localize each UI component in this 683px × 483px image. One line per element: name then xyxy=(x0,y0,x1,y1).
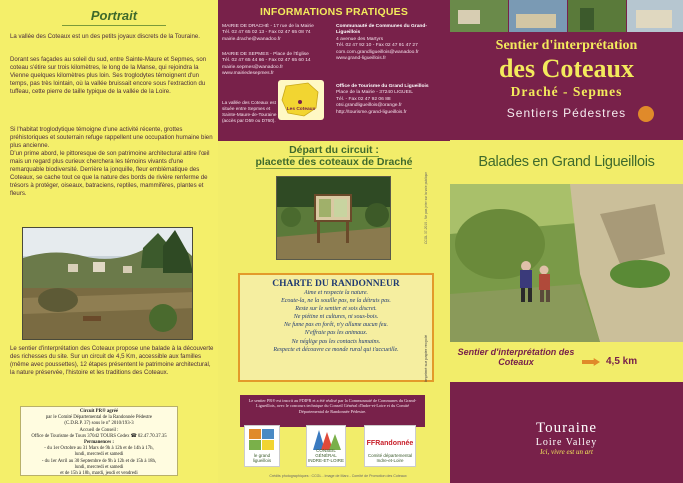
circuit-line: Accueil de Conseil : xyxy=(79,427,119,433)
cover-title-line3: Draché - Sepmes xyxy=(510,84,623,99)
charte-line: Ne fume pas en forêt, n'y allume aucun feu. xyxy=(284,322,388,329)
ffr-logo-sub: Comité départemental Indre-et-Loire xyxy=(367,453,413,463)
cover-subtitle: Sentiers Pédestres xyxy=(506,106,627,120)
ccgl-logo xyxy=(244,425,280,467)
valley-photo-image xyxy=(23,228,193,340)
paragraph-sentier: Le sentier d'interprétation des Coteaux propose une balade à la découverte des richesses du site. Sur un circuit de 4,5 Km, accessible aux familles (même avec poussettes), 12 étapes présentent le patrimoine architectural, la nature préservée, l'histoire et les traditions des Coteaux. xyxy=(10,345,214,376)
ccgl-line: 4 avenue des Martyrs xyxy=(336,36,384,42)
circuit-line: - du 1er Avril au 30 Septembre de 9h à 12h et de 15h à 18h, xyxy=(41,458,157,464)
touraine-name: Touraine xyxy=(535,420,598,436)
charte-line: Ne néglige pas les contacts humains. xyxy=(291,338,381,345)
signboard-photo-image xyxy=(277,177,391,260)
loire-valley-name: Loire Valley xyxy=(535,437,598,448)
charte-line: Respecte et découvre ce monde rural qui t'accueille. xyxy=(273,346,399,353)
charte-line: Aime et respecte la nature. xyxy=(303,290,369,296)
legal-side-note: CCGL 37-2010 - Ne pas jeter sur la voie publique xyxy=(424,171,428,244)
ccgl-email-link[interactable]: com.com.grandligueillois@wanadoo.fr xyxy=(336,49,419,55)
circuit-line: par le Comité Départemental de la Randonnée Pédestre xyxy=(45,415,153,421)
circuit-info-box xyxy=(20,406,178,476)
ccgl-logo-icon xyxy=(245,426,279,454)
charte-line: Reste sur le sentier et sois discret. xyxy=(295,306,377,313)
map-label: Les Coteaux xyxy=(286,107,316,112)
circuit-line: (C.D.R.P. 37) sous le n° 2010/193-3 xyxy=(64,421,134,427)
map-shape-icon xyxy=(278,80,324,120)
signboard-photo xyxy=(276,176,391,260)
circuit-line: et de 15h à 18h, mardi, jeudi et vendredi xyxy=(60,471,138,477)
ccgl-website-link[interactable]: www.grand-ligueillois.fr xyxy=(336,56,387,62)
ccgl-logo-label: le grand ligueillois xyxy=(252,453,272,463)
photo-credits: Crédits photographiques : CCGL - Image de Marc - Comité de Promotion des Coteaux xyxy=(269,474,407,478)
circuit-heading: Circuit PR® agréé xyxy=(79,409,119,414)
band-title: Sentier d'interprétation des Coteaux xyxy=(457,347,575,367)
charte-title: CHARTE DU RANDONNEUR xyxy=(272,279,400,289)
ccgl-block xyxy=(336,24,448,62)
mairie-drache-block xyxy=(222,24,332,43)
ffr-logo-title: FFRandonnée xyxy=(366,440,414,447)
charte-line: Ecoute-la, ne la souille pas, ne la détruis pas. xyxy=(281,298,391,305)
charte-randonneur xyxy=(238,273,434,382)
cover-title-line2: des Coteaux xyxy=(498,54,635,83)
depart-heading xyxy=(236,144,432,168)
info-box xyxy=(218,0,450,141)
drache-line: Tél. 02 47 65 02 13 - Fax 02 47 65 08 74 xyxy=(222,30,311,36)
balades-banner: Balades en Grand Ligueillois xyxy=(450,140,683,184)
paragraph-troglodyte: Si l'habitat troglodytique témoigne d'une activité récente, grottes préhistoriques et souterrain refuge rappellent une occupation humaine bien plus ancienne. xyxy=(10,126,213,149)
map-note: La vallée des Coteaux est située entre Sepmes et Sainte-Maure-de-Touraine (accès par D59 ou D760). xyxy=(222,100,277,123)
paragraph-biodiversity: D'un prime abord, le pittoresque de son patrimoine architectural attire l'œil mais un regard plus curieux cherchera les témoins vivants d'une remarquable biodiversité. Derrière la jonquille, fleur emblématique des Coteaux, se cache tout ce que la nature des bords de rivière renferme de trésors à protéger, oiseaux, batraciens, reptiles, mammifères, plantes et fleurs. xyxy=(10,150,210,197)
sepmes-line: MAIRIE DE SEPMES - Place de l'Église xyxy=(222,52,309,57)
charte-line: N'effraie pas les animaux. xyxy=(304,330,368,337)
cg-logo-label: CONSEIL GÉNÉRAL INDRE-ET-LOIRE xyxy=(307,448,344,463)
cover-photo xyxy=(450,184,683,342)
office-email-link[interactable]: otsi.grandligueillois@orange.fr xyxy=(336,103,402,109)
office-tourisme-block xyxy=(336,84,448,116)
pdipr-note: Le sentier PR® est inscrit au PDIPR et a été réalisé par la Communauté de Communes du Grand-Ligueillois, avec le concours technique du Conseil Général d'Indre-et-Loire et du Comité Départemental de Randonnée Pédestre. xyxy=(240,395,425,427)
ffrandonnee-logo xyxy=(364,425,416,467)
office-line: Place de la Mairie - 37240 LIGUEIL xyxy=(336,90,413,96)
mairie-sepmes-block xyxy=(222,52,332,78)
paragraph-intro: La vallée des Coteaux est un des petits joyaux discrets de la Touraine. xyxy=(10,33,200,40)
circuit-line: lundi, mercredi et samedi xyxy=(74,464,124,470)
cover-title-line1: Sentier d'interprétation xyxy=(495,38,638,53)
sentier-band xyxy=(450,342,683,382)
sepmes-line: Tél. 02 47 65 44 66 - Fax 02 47 65 60 14 xyxy=(222,58,311,64)
portrait-title: Portrait xyxy=(62,8,166,26)
distance-label: 4,5 km xyxy=(606,356,638,367)
sepmes-email-link[interactable]: mairie.sepmes@wanadoo.fr xyxy=(222,64,283,70)
office-line: Office de Tourisme du Grand Ligueillois xyxy=(336,84,429,89)
sepmes-website-link[interactable]: www.mairiedesepmes.fr xyxy=(222,71,274,77)
ccgl-line: Tél. 02 47 92 10 - Fax 02 47 91 47 27 xyxy=(336,43,418,49)
office-line: Tél. - Fax 02 47 92 06 88 xyxy=(336,96,391,102)
conseil-general-logo xyxy=(306,425,346,467)
circuit-line: Permanences : xyxy=(84,440,114,446)
cover-top-photos xyxy=(450,0,683,32)
depart-line1: Départ du circuit : xyxy=(289,144,379,156)
left-panel xyxy=(0,0,218,483)
hiker-icon xyxy=(638,106,654,122)
depart-line2: placette des coteaux de Draché xyxy=(255,156,413,168)
middle-panel xyxy=(218,0,450,483)
drache-line: MAIRIE DE DRACHÉ - 17 rue de la Mairie xyxy=(222,24,314,29)
arrow-right-icon xyxy=(582,358,600,366)
cover-panel xyxy=(450,0,683,483)
touraine-logo xyxy=(450,420,683,456)
circuit-line: lundi, mercredi et samedi xyxy=(74,452,124,458)
charte-line: Ne piétine ni cultures, ni sous-bois. xyxy=(293,314,379,321)
info-heading: INFORMATIONS PRATIQUES xyxy=(259,6,409,18)
valley-photo xyxy=(22,227,193,340)
drache-email-link[interactable]: mairie.drache@wanadoo.fr xyxy=(222,36,281,42)
office-website-link[interactable]: http://tourisme.grand-ligueillois.fr xyxy=(336,109,407,115)
ccgl-line: Communauté de Communes du Grand-Ligueillois xyxy=(336,24,428,36)
cover-top-photos-image xyxy=(450,0,683,32)
location-map xyxy=(278,80,324,120)
touraine-slogan: Ici, vivre est un art xyxy=(540,448,593,456)
circuit-line: Office de Tourisme de Tours 37042 TOURS Cedex ☎ 02.47.70.37.35 xyxy=(31,433,167,439)
circuit-line: - du 1er Octobre au 31 Mars de 9h à 12h et de 14h à 17h, xyxy=(44,446,154,452)
paragraph-coteau: Dorant ses façades au soleil du sud, entre Sainte-Maure et Sepmes, son coteau s'étire sur trois kilomètres, le long de la Manse, qui rejoindra la Vienne quelques kilomètres plus loin. Ses troglodytes témoignent d'un temps, pas très lointain, où la vallée bruissait encore sous l'extraction du tuffeau, cette pierre de taille typique de la vallée de la Loire. xyxy=(10,56,207,95)
recycled-side-note: Imprimé sur papier recyclé xyxy=(423,334,428,382)
cover-photo-image xyxy=(450,184,683,342)
